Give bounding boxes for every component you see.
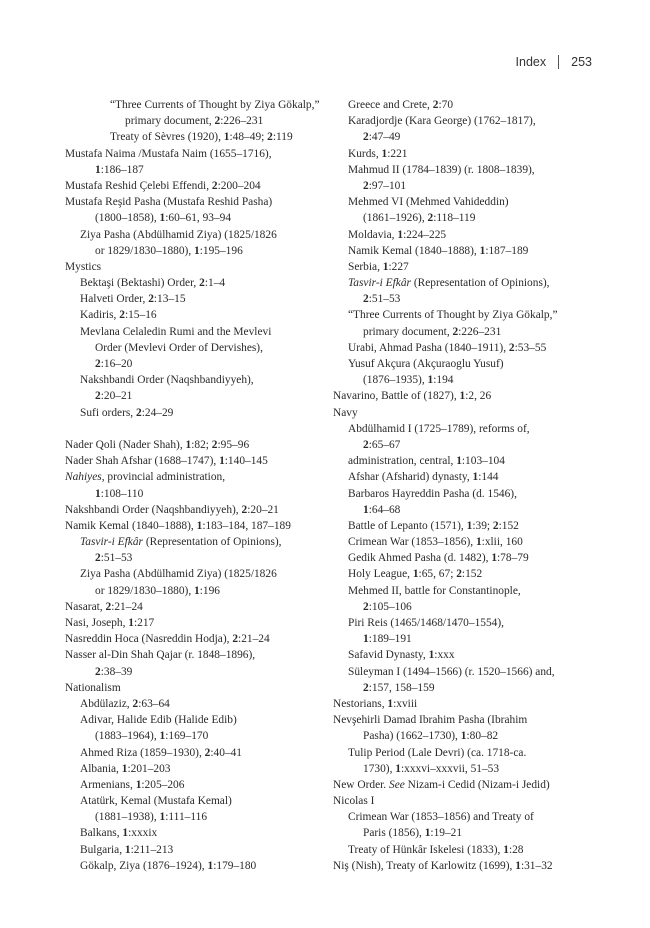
page-number: 253 — [571, 55, 592, 69]
index-subentry: Halveti Order, 2:13–15 — [80, 293, 186, 306]
index-subentry: (1876–1935), 1:194 — [363, 374, 454, 387]
index-subentry: 2:65–67 — [363, 438, 401, 451]
index-subentry: 2:51–53 — [95, 552, 133, 565]
index-subentry: Kadiris, 2:15–16 — [80, 309, 157, 322]
index-subentry: Bulgaria, 1:211–213 — [80, 843, 174, 856]
index-subentry: Karadjordje (Kara George) (1762–1817), — [348, 115, 536, 128]
index-heading: Nader Shah Afshar (1688–1747), 1:140–145 — [65, 455, 268, 468]
index-subentry: (1883–1964), 1:169–170 — [95, 730, 209, 743]
index-heading: Nationalism — [65, 681, 121, 694]
index-heading: Navy — [333, 406, 358, 419]
entry-gap — [65, 421, 320, 437]
index-subentry: Süleyman I (1494–1566) (r. 1520–1566) and, — [348, 665, 555, 678]
index-subentry: or 1829/1830–1880), 1:196 — [95, 584, 220, 597]
index-subentry: primary document, 2:226–231 — [363, 325, 502, 338]
index-subentry: Greece and Crete, 2:70 — [348, 99, 454, 111]
index-heading: Nakshbandi Order (Naqshbandiyyeh), 2:20–21 — [65, 503, 279, 516]
index-subentry: 1:186–187 — [95, 163, 144, 176]
index-heading: Nestorians, 1:xviii — [333, 697, 418, 710]
index-subentry: Ziya Pasha (Abdülhamid Ziya) (1825/1826 — [80, 228, 277, 241]
index-subentry: Balkans, 1:xxxix — [80, 827, 158, 840]
index-subentry: Namik Kemal (1840–1888), 1:187–189 — [348, 244, 529, 257]
index-subentry: Tasvir-i Efkâr (Representation of Opinions), — [80, 536, 282, 549]
index-subentry: Mevlana Celaledin Rumi and the Mevlevi — [80, 325, 272, 338]
index-heading: New Order. See Nizam-i Cedid (Nizam-i Jedid) — [333, 778, 550, 791]
index-subentry: Abdülaziz, 2:63–64 — [80, 697, 170, 710]
index-subentry: “Three Currents of Thought by Ziya Gökalp,” — [348, 309, 558, 322]
index-subentry: Treaty of Sèvres (1920), 1:48–49; 2:119 — [110, 131, 293, 144]
header-divider — [558, 55, 559, 69]
index-subentry: Mehmed II, battle for Constantinople, — [348, 584, 521, 597]
index-subentry: Armenians, 1:205–206 — [80, 778, 185, 791]
index-subentry: 2:20–21 — [95, 390, 133, 403]
index-subentry: Nakshbandi Order (Naqshbandiyyeh), — [80, 374, 254, 387]
index-subentry: Ziya Pasha (Abdülhamid Ziya) (1825/1826 — [80, 568, 277, 581]
index-subentry: Moldavia, 1:224–225 — [348, 228, 447, 241]
index-subentry: (1861–1926), 2:118–119 — [363, 212, 476, 225]
index-subentry: Pasha) (1662–1730), 1:80–82 — [363, 730, 499, 743]
index-subentry: Tulip Period (Lale Devri) (ca. 1718-ca. — [348, 746, 527, 759]
index-subentry: Serbia, 1:227 — [348, 260, 409, 273]
index-subentry: Albania, 1:201–203 — [80, 762, 171, 775]
index-subentry: 1730), 1:xxxvi–xxxvii, 51–53 — [363, 762, 500, 775]
index-subentry: 2:157, 158–159 — [363, 681, 435, 694]
index-subentry: 2:97–101 — [363, 179, 407, 192]
index-subentry: Crimean War (1853–1856) and Treaty of — [348, 811, 534, 824]
index-subentry: Battle of Lepanto (1571), 1:39; 2:152 — [348, 519, 519, 532]
index-subentry: 1:64–68 — [363, 503, 401, 516]
index-subentry: 2:38–39 — [95, 665, 133, 678]
index-subentry: Atatürk, Kemal (Mustafa Kemal) — [80, 795, 232, 808]
index-subentry: administration, central, 1:103–104 — [348, 455, 505, 468]
index-heading: Niş (Nish), Treaty of Karlowitz (1699), 1:31–32 — [333, 859, 553, 872]
index-heading: Nasarat, 2:21–24 — [65, 600, 143, 613]
running-head — [516, 55, 592, 69]
index-heading: Nader Qoli (Nader Shah), 1:82; 2:95–96 — [65, 438, 250, 451]
index-subentry: Mahmud II (1784–1839) (r. 1808–1839), — [348, 163, 535, 176]
index-heading: Nicolas I — [333, 795, 375, 808]
index-subentry: Paris (1856), 1:19–21 — [363, 827, 463, 840]
index-subentry: primary document, 2:226–231 — [125, 115, 264, 128]
index-subentry: Yusuf Akçura (Akçuraoglu Yusuf) — [348, 358, 504, 370]
index-heading: Nasser al-Din Shah Qajar (r. 1848–1896), — [65, 649, 256, 662]
index-subentry: (1800–1858), 1:60–61, 93–94 — [95, 212, 232, 225]
index-column-right — [333, 97, 595, 874]
index-heading: Namik Kemal (1840–1888), 1:183–184, 187–189 — [65, 519, 291, 532]
index-subentry: Urabi, Ahmad Pasha (1840–1911), 2:53–55 — [348, 341, 547, 354]
index-subentry: Piri Reis (1465/1468/1470–1554), — [348, 617, 504, 629]
index-heading: Nasreddin Hoca (Nasreddin Hodja), 2:21–24 — [65, 633, 270, 646]
index-subentry: or 1829/1830–1880), 1:195–196 — [95, 244, 243, 257]
index-heading: Mustafa Reshid Çelebi Effendi, 2:200–204 — [65, 179, 261, 192]
index-subentry: Afshar (Afsharid) dynasty, 1:144 — [348, 471, 499, 484]
index-subentry: 1:108–110 — [95, 487, 144, 500]
section-title: Index — [515, 55, 547, 69]
index-subentry: Safavid Dynasty, 1:xxx — [348, 649, 455, 662]
index-heading: Nahiyes, provincial administration, — [65, 471, 226, 484]
index-subentry: Abdülhamid I (1725–1789), reforms of, — [348, 422, 530, 435]
index-subentry: Gökalp, Ziya (1876–1924), 1:179–180 — [80, 859, 257, 872]
index-subentry: Adivar, Halide Edib (Halide Edib) — [80, 714, 237, 727]
index-subentry: 2:16–20 — [95, 358, 133, 370]
index-subentry: Kurds, 1:221 — [348, 147, 408, 160]
index-subentry: Mehmed VI (Mehmed Vahideddin) — [348, 196, 509, 209]
index-subentry: Treaty of Hünkâr Iskelesi (1833), 1:28 — [348, 843, 524, 856]
index-subentry: “Three Currents of Thought by Ziya Gökalp,” — [110, 99, 320, 111]
index-subentry: Crimean War (1853–1856), 1:xlii, 160 — [348, 536, 523, 549]
index-heading: Nevşehirli Damad Ibrahim Pasha (Ibrahim — [333, 714, 528, 727]
index-subentry: Barbaros Hayreddin Pasha (d. 1546), — [348, 487, 517, 500]
index-heading: Mustafa Reşid Pasha (Mustafa Reshid Pasha) — [65, 196, 273, 209]
index-subentry: 2:51–53 — [363, 293, 401, 306]
index-column-left — [65, 97, 320, 874]
index-heading: Mystics — [65, 260, 102, 273]
index-subentry: Ahmed Riza (1859–1930), 2:40–41 — [80, 746, 242, 759]
index-subentry: Order (Mevlevi Order of Dervishes), — [95, 341, 263, 354]
index-subentry: Holy League, 1:65, 67; 2:152 — [348, 568, 483, 581]
index-subentry: Sufi orders, 2:24–29 — [80, 406, 174, 419]
index-subentry: 1:189–191 — [363, 633, 412, 646]
index-subentry: Bektaşi (Bektashi) Order, 2:1–4 — [80, 277, 226, 290]
index-heading: Navarino, Battle of (1827), 1:2, 26 — [333, 390, 492, 403]
index-subentry: (1881–1938), 1:111–116 — [95, 811, 208, 824]
index-subentry: 2:47–49 — [363, 131, 401, 144]
index-subentry: 2:105–106 — [363, 600, 412, 613]
index-heading: Mustafa Naima /Mustafa Naim (1655–1716), — [65, 147, 272, 160]
index-subentry: Tasvir-i Efkâr (Representation of Opinions), — [348, 277, 550, 290]
index-heading: Nasi, Joseph, 1:217 — [65, 617, 155, 629]
index-subentry: Gedik Ahmed Pasha (d. 1482), 1:78–79 — [348, 552, 529, 565]
